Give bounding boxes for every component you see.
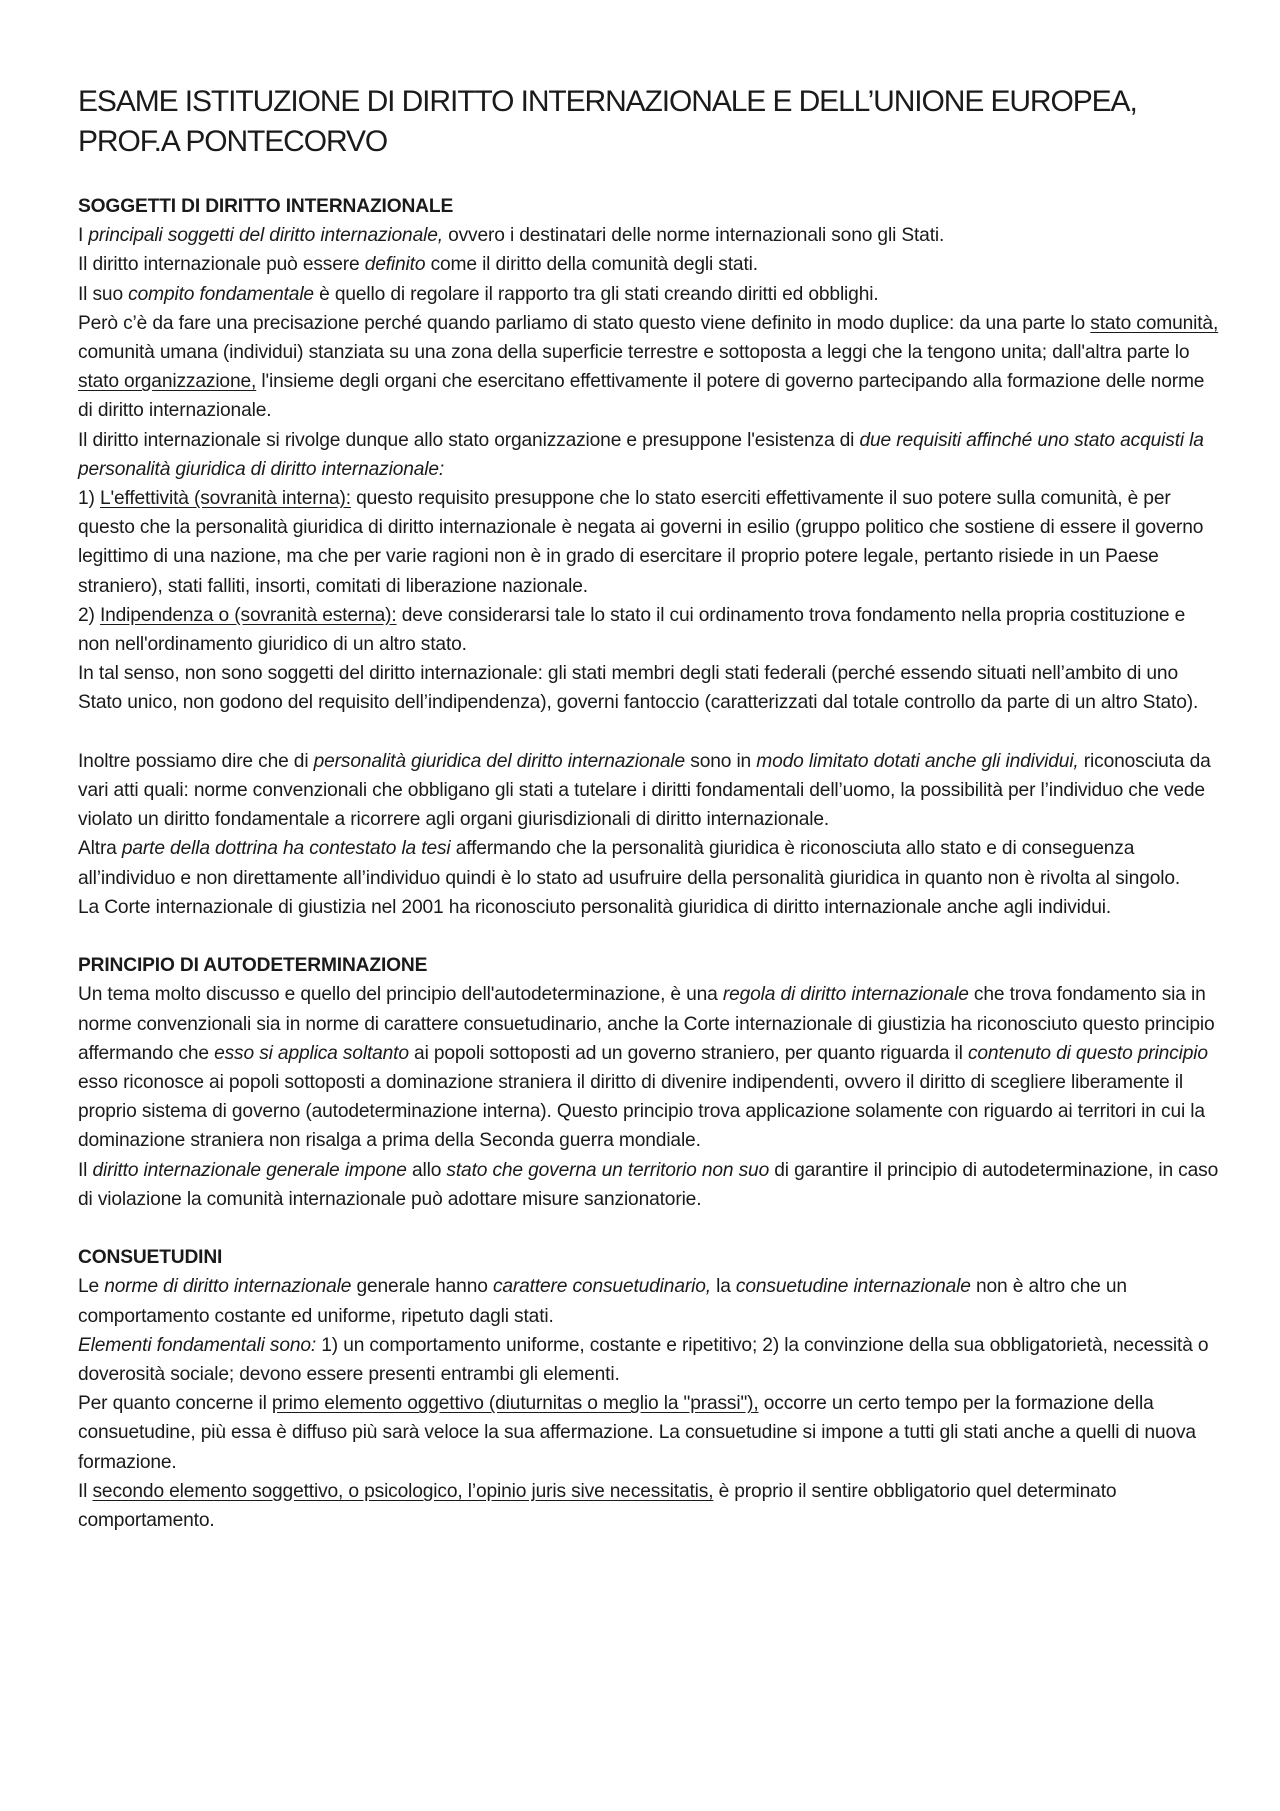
text-run: di garantire il principio di autodeterminazione, in caso di violazione la comunità internazionale può adottare misure sanzionatorie. — [78, 1159, 1219, 1210]
paragraph — [78, 747, 1220, 835]
text-run: generale hanno — [351, 1276, 493, 1298]
section — [78, 951, 1220, 1214]
section — [78, 1243, 1220, 1535]
text-run: la — [710, 1276, 736, 1298]
paragraph — [78, 1389, 1220, 1477]
paragraph — [78, 1156, 1220, 1214]
italic-text: carattere consuetudinario, — [492, 1276, 711, 1298]
paragraph — [78, 659, 1220, 717]
text-run: l'insieme degli organi che esercitano effettivamente il potere di governo partecipando alla formazione delle norme di diritto internazionale. — [78, 371, 1205, 422]
text-run: è proprio il sentire obbligatorio quel determinato comportamento. — [78, 1480, 1117, 1532]
paragraph — [78, 221, 1220, 250]
underlined-text: stato organizzazione, — [78, 371, 257, 393]
paragraph — [78, 309, 1220, 426]
underlined-text: stato comunità, — [1090, 312, 1219, 334]
paragraph — [78, 1331, 1220, 1389]
text-run: La Corte internazionale di giustizia nel 2001 ha riconosciuto personalità giuridica di diritto internazionale anche agli individui. — [78, 896, 1112, 918]
underlined-text: Indipendenza o (sovranità esterna): — [99, 604, 397, 626]
text-run: Il diritto internazionale si rivolge dunque allo stato organizzazione e presuppone l'esistenza di — [78, 429, 860, 451]
paragraph — [78, 426, 1220, 484]
document-title: ESAME ISTITUZIONE DI DIRITTO INTERNAZIONALE E DELL’UNIONE EUROPEA, PROF.A PONTECORVO — [78, 85, 1137, 158]
italic-text: due requisiti affinché uno stato acquisti la personalità giuridica di diritto internazionale: — [78, 429, 1204, 480]
text-run: occorre un certo tempo per la formazione della consuetudine, più essa è diffuso più sarà veloce la sua affermazione. La consuetudine si impone a tutti gli stati anche a quelli di nuova formazione. — [78, 1393, 1196, 1473]
italic-text: norme di diritto internazionale — [104, 1276, 352, 1298]
paragraph-spacer — [78, 718, 1220, 747]
section-spacer — [78, 922, 1220, 951]
text-run: è quello di regolare il rapporto tra gli stati creando diritti ed obblighi. — [313, 283, 879, 305]
paragraph — [78, 1477, 1220, 1535]
text-run: non è altro che un comportamento costante ed uniforme, ripetuto dagli stati. — [78, 1276, 1127, 1327]
text-run: Il diritto internazionale può essere — [78, 254, 365, 276]
italic-text: regola di diritto internazionale — [722, 984, 969, 1006]
italic-text: parte della dottrina ha contestato la tesi — [121, 838, 451, 860]
paragraph — [78, 834, 1220, 892]
section-heading: SOGGETTI DI DIRITTO INTERNAZIONALE — [78, 196, 454, 217]
underlined-text: primo elemento oggettivo (diuturnitas o meglio la "prassi"), — [271, 1393, 759, 1415]
text-run: come il diritto della comunità degli stati. — [425, 254, 758, 276]
section-heading: PRINCIPIO DI AUTODETERMINAZIONE — [78, 955, 428, 977]
italic-text: esso si applica soltanto — [214, 1042, 409, 1064]
text-run: affermando che la personalità giuridica è riconosciuta allo stato e di conseguenza all’individuo e non direttamente all’individuo quindi è lo stato ad usufruire della personalità giuridica in quanto non è rivolta al singolo. — [78, 838, 1181, 889]
text-run: Un tema molto discusso e quello del principio dell'autodeterminazione, è una — [78, 984, 723, 1006]
paragraph — [78, 601, 1220, 659]
text-run: 1) — [78, 488, 100, 510]
text-run: Altra — [78, 838, 122, 860]
underlined-text: secondo elemento soggettivo, o psicologico, l’opinio juris sive necessitatis, — [92, 1480, 714, 1502]
text-run: ovvero i destinatari delle norme internazionali sono gli Stati. — [442, 225, 945, 247]
text-run: che trova fondamento sia in norme convenzionali sia in norme di carattere consuetudinario, anche la Corte internazionale di giustizia ha riconosciuto questo principio affermando che — [78, 984, 1215, 1064]
text-run: Il — [78, 1159, 93, 1181]
section-heading: CONSUETUDINI — [78, 1247, 223, 1269]
text-run: Però c’è da fare una precisazione perché quando parliamo di stato questo viene definito in modo duplice: da una parte lo — [78, 312, 1091, 334]
paragraph — [78, 484, 1220, 601]
italic-text: diritto internazionale generale impone — [92, 1159, 407, 1181]
text-run: sono in — [685, 750, 757, 772]
paragraph — [78, 1272, 1220, 1330]
text-run: I — [78, 225, 89, 247]
paragraph — [78, 980, 1220, 1155]
text-run: 1) un comportamento uniforme, costante e ripetitivo; 2) la convinzione della sua obbligatorietà, necessità o doverosità sociale; devono essere presenti entrambi gli elementi. — [78, 1334, 1209, 1386]
italic-text: Elementi fondamentali sono: — [78, 1334, 317, 1356]
section-spacer — [78, 1214, 1220, 1243]
paragraph — [78, 250, 1220, 279]
text-run: deve considerarsi tale lo stato il cui ordinamento trova fondamento nella propria costituzione e non nell'ordinamento giuridico di un altro stato. — [78, 604, 1186, 656]
italic-text: compito fondamentale — [128, 283, 314, 305]
italic-text: personalità giuridica del diritto internazionale — [313, 750, 686, 772]
paragraph — [78, 893, 1220, 922]
text-run: 2) — [78, 604, 100, 626]
section — [78, 192, 1220, 922]
italic-text: definito — [364, 254, 426, 276]
italic-text: principali soggetti del diritto internazionale, — [88, 225, 443, 247]
text-run: ai popoli sottoposti ad un governo straniero, per quanto riguarda il — [408, 1042, 968, 1064]
paragraph — [78, 280, 1220, 309]
text-run: Il suo — [78, 283, 129, 305]
text-run: Per quanto concerne il — [78, 1393, 272, 1415]
text-run: riconosciuta da vari atti quali: norme convenzionali che obbligano gli stati a tutelare i diritti fondamentali dell’uomo, la possibilità per l’individuo che vede violato un diritto fondamentale a ricorrere agli organi giurisdizionali di diritto internazionale. — [78, 750, 1211, 831]
underlined-text: L'effettività (sovranità interna): — [99, 488, 351, 510]
text-run: comunità umana (individui) stanziata su una zona della superficie terrestre e sottoposta a leggi che la tengono unita; dall'altra parte lo — [78, 342, 1190, 364]
text-run: questo requisito presuppone che lo stato eserciti effettivamente il suo potere sulla comunità, è per questo che la personalità giuridica di diritto internazionale è negata ai governi in esilio (gruppo politico che sostiene di essere il governo legittimo di una nazione, ma che per varie ragioni non è in grado di esercitare il proprio potere legale, pertanto risiede in un Paese straniero), stati falliti, insorti, comitati di liberazione nazionale. — [78, 488, 1204, 597]
italic-text: contenuto di questo principio — [967, 1042, 1208, 1064]
text-run: allo — [406, 1159, 447, 1181]
italic-text: consuetudine internazionale — [735, 1276, 971, 1298]
text-run: In tal senso, non sono soggetti del diritto internazionale: gli stati membri degli stati federali (perché essendo situati nell’ambito di uno Stato unico, non godono del requisito dell’indipendenza), governi fantoccio (caratterizzati dal totale controllo da parte di un altro Stato). — [78, 663, 1199, 714]
italic-text: modo limitato dotati anche gli individui, — [756, 750, 1079, 772]
italic-text: stato che governa un territorio non suo — [446, 1159, 770, 1181]
text-run: esso riconosce ai popoli sottoposti a dominazione straniera il diritto di divenire indipendenti, ovvero il diritto di scegliere liberamente il proprio sistema di governo (autodeterminazione interna). Questo principio trova applicazione solamente con riguardo ai territori in cui la dominazione straniera non risalga a prima della Seconda guerra mondiale. — [78, 1072, 1205, 1152]
text-run: Il — [78, 1480, 93, 1502]
document-body — [78, 192, 1220, 1535]
text-run: Le — [78, 1276, 105, 1298]
text-run: Inoltre possiamo dire che di — [78, 750, 314, 772]
